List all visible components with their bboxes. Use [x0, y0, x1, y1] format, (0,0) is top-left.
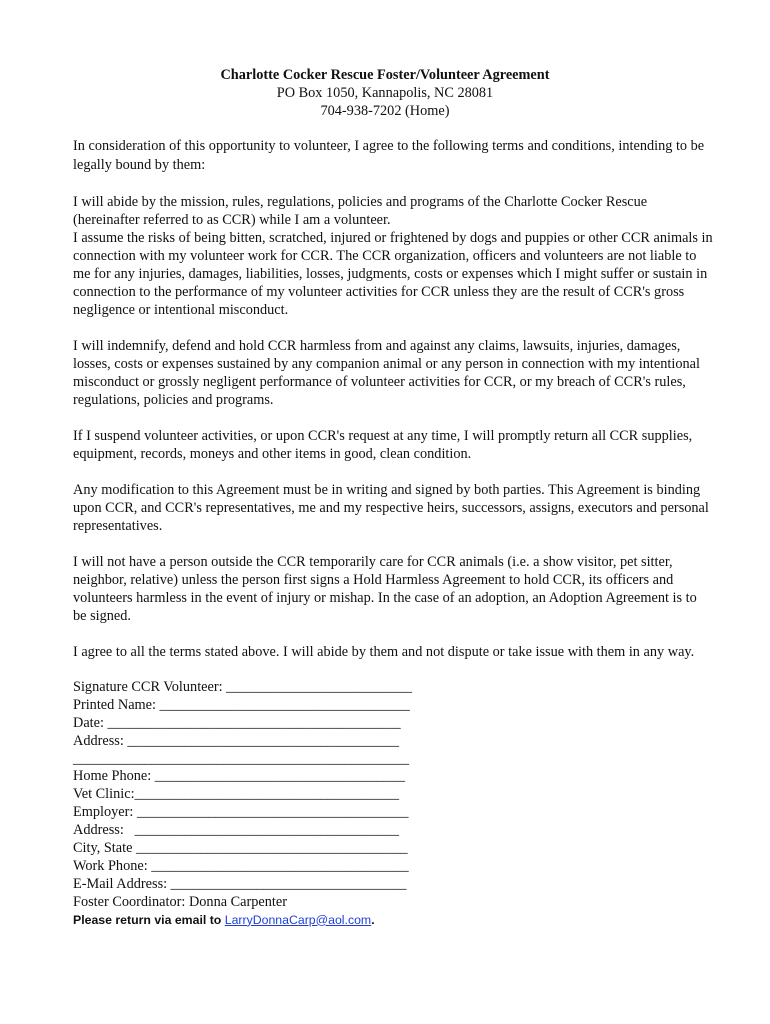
foster-coordinator: Foster Coordinator: Donna Carpenter: [73, 893, 288, 910]
mailing-address: PO Box 1050, Kannapolis, NC 28081: [276, 85, 494, 101]
email-address-field[interactable]: E-Mail Address: _________________________________: [73, 875, 407, 892]
city-state-field[interactable]: City, State ______________________________________: [73, 840, 408, 857]
address-field[interactable]: Address: ______________________________________: [73, 732, 400, 749]
risk-text: I assume the risks of being bitten, scratched, injured or frightened by dogs and puppies or other CCR animals in connection with my volunteer work for CCR. The CCR organization, officers and volunteers are not liable to me for any injuries, damages, liabilities, losses, judgments, costs or expenses which I might suffer or sustain in connection to the performance of my volunteer activities for CCR unless they are the result of CCR's gross negligence or intentional misconduct.: [73, 230, 713, 318]
return-end: .: [371, 912, 375, 927]
mission-text: I will abide by the mission, rules, regulations, policies and programs of the Charlotte Cocker Rescue (hereinafter referred to as CCR) while I am a volunteer.: [73, 194, 648, 228]
date-field[interactable]: Date: _________________________________________: [73, 714, 401, 731]
paragraph-modification: Any modification to this Agreement must be in writing and signed by both parties. This Agreement is binding upon CCR, and CCR's representatives, me and my respective heirs, successors, assigns, executors and personal representatives.: [73, 482, 709, 534]
address-line-2-field[interactable]: _______________________________________________: [73, 750, 409, 767]
paragraph-indemnify: I will indemnify, defend and hold CCR harmless from and against any claims, lawsuits, injuries, damages, losses, costs or expenses sustained by any companion animal or any person in connection with my intentional misconduct or grossly negligent performance of volunteer activities for CCR, or my breach of CCR's rules, regulations, policies and programs.: [73, 338, 700, 408]
paragraph-agreement: I agree to all the terms stated above. I will abide by them and not dispute or take issue with them in any way.: [73, 644, 695, 660]
work-phone-field[interactable]: Work Phone: ____________________________________: [73, 857, 409, 874]
signature-field[interactable]: Signature CCR Volunteer: __________________________: [73, 679, 413, 695]
home-phone-field[interactable]: Home Phone: ___________________________________: [73, 768, 405, 785]
intro-paragraph: In consideration of this opportunity to volunteer, I agree to the following terms and conditions, intending to be legally bound by them:: [73, 138, 705, 173]
paragraph-mission-risk: [73, 193, 713, 319]
return-instructions: [73, 911, 713, 929]
agreement-page: [73, 66, 713, 929]
paragraph-return-items: If I suspend volunteer activities, or upon CCR's request at any time, I will promptly return all CCR supplies, equipment, records, moneys and other items in good, clean condition.: [73, 428, 693, 462]
signature-fields: [73, 678, 713, 929]
employer-field[interactable]: Employer: ______________________________________: [73, 804, 409, 821]
phone-number: 704-938-7202 (Home): [320, 103, 450, 119]
email-link[interactable]: LarryDonnaCarp@aol.com: [224, 912, 372, 927]
employer-address-field[interactable]: Address: _____________________________________: [73, 822, 400, 839]
paragraph-outside-care: I will not have a person outside the CCR temporarily care for CCR animals (i.e. a show visitor, pet sitter, neighbor, relative) unless the person first signs a Hold Harmless Agreement to hold CCR, its officers and volunteers harmless in the event of injury or mishap. In the case of an adoption, an Adoption Agreement is to be signed.: [73, 554, 697, 624]
vet-clinic-field[interactable]: Vet Clinic:_____________________________________: [73, 786, 400, 803]
printed-name-field[interactable]: Printed Name: ___________________________________: [73, 696, 410, 713]
return-label: Please return via email to: [73, 912, 225, 927]
document-title: Charlotte Cocker Rescue Foster/Volunteer Agreement: [220, 67, 550, 83]
document-header: [73, 66, 697, 120]
